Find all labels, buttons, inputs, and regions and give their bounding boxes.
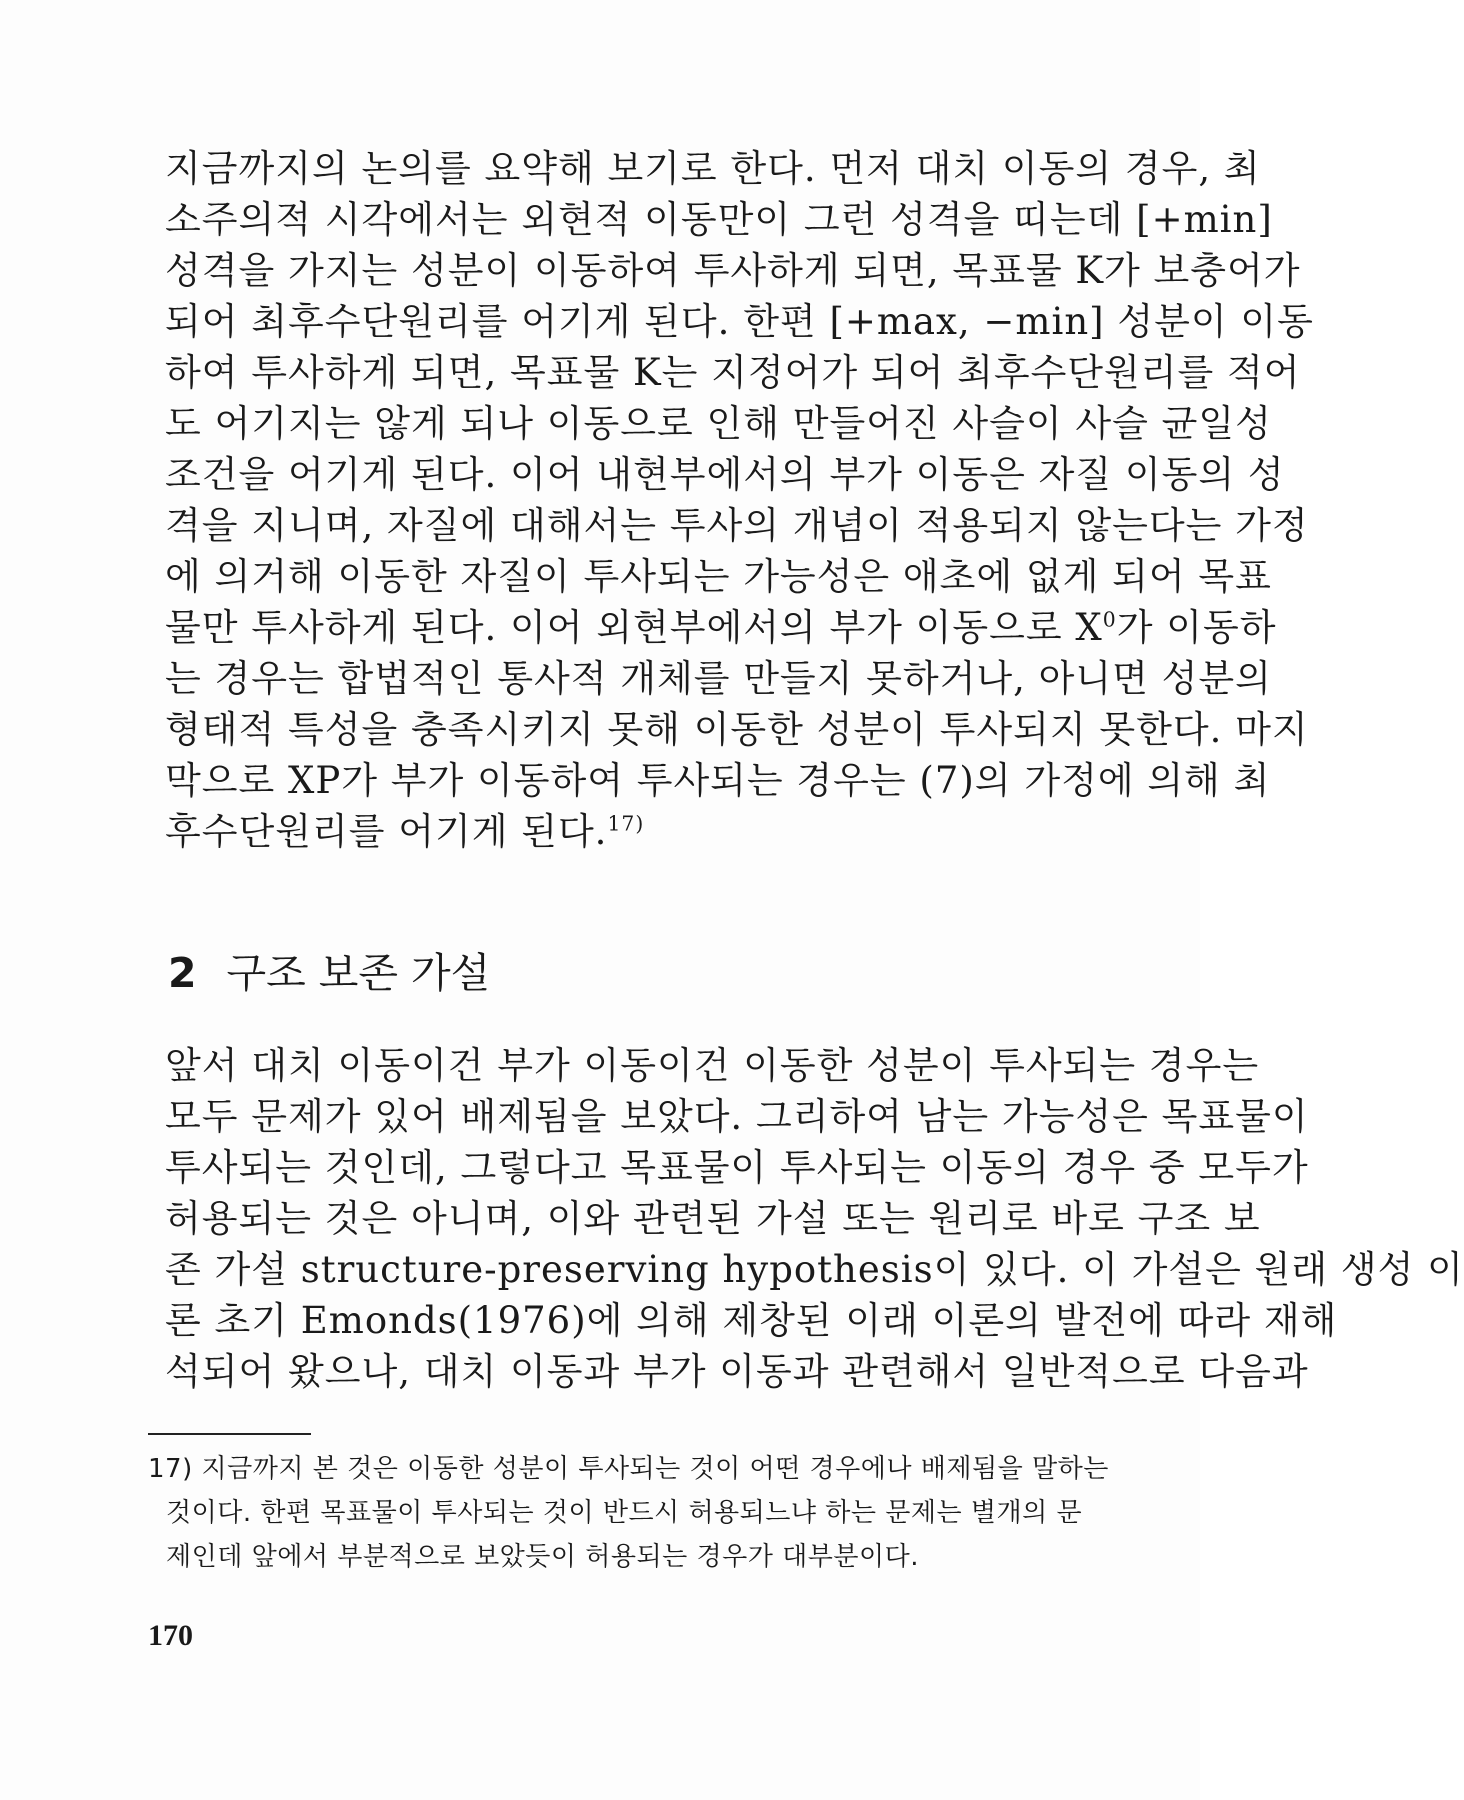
- paragraph-line: 하여 투사하게 되면, 목표물 K는 지정어가 되어 최후수단원리를 적어: [165, 351, 1301, 394]
- paragraph-line: 소주의적 시각에서는 외현적 이동만이 그런 성격을 띠는데 [+min]: [165, 198, 1273, 241]
- paragraph-line: 석되어 왔으나, 대치 이동과 부가 이동과 관련해서 일반적으로 다음과: [165, 1350, 1309, 1393]
- paragraph-line: 투사되는 것인데, 그렇다고 목표물이 투사되는 이동의 경우 중 모두가: [165, 1146, 1309, 1189]
- paragraph-line: 조건을 어기게 된다. 이어 내현부에서의 부가 이동은 자질 이동의 성: [165, 453, 1285, 496]
- superscript-zero: 0: [1102, 607, 1117, 632]
- paragraph-line-text: 후수단원리를 어기게 된다.: [165, 810, 608, 853]
- paragraph-line: 모두 문제가 있어 배제됨을 보았다. 그리하여 남는 가능성은 목표물이: [165, 1095, 1309, 1138]
- body-paragraph-1: [165, 143, 1314, 857]
- paragraph-line: 는 경우는 합법적인 통사적 개체를 만들지 못하거나, 아니면 성분의: [165, 657, 1272, 700]
- body-paragraph-2: [165, 1040, 1464, 1397]
- section-number: 2: [168, 949, 197, 997]
- paragraph-line-tail: 가 이동하: [1116, 606, 1277, 649]
- paragraph-line: 앞서 대치 이동이건 부가 이동이건 이동한 성분이 투사되는 경우는: [165, 1044, 1260, 1087]
- footnote-reference: 17): [607, 811, 645, 836]
- paragraph-line: 에 의거해 이동한 자질이 투사되는 가능성은 애초에 없게 되어 목표: [165, 555, 1272, 598]
- paragraph-line-with-superscript: [165, 602, 1277, 653]
- paragraph-line: 막으로 XP가 부가 이동하여 투사되는 경우는 (7)의 가정에 의해 최: [165, 759, 1271, 802]
- paragraph-line-final: [165, 806, 1045, 857]
- paragraph-line: 격을 지니며, 자질에 대해서는 투사의 개념이 적용되지 않는다는 가정: [165, 504, 1309, 547]
- footnote-line: 것이다. 한편 목표물이 투사되는 것이 반드시 허용되느냐 하는 문제는 별개의 문: [166, 1498, 1083, 1528]
- paragraph-line: 론 초기 Emonds(1976)에 의해 제창된 이래 이론의 발전에 따라 재해: [165, 1299, 1338, 1342]
- paragraph-line: 도 어기지는 않게 되나 이동으로 인해 만들어진 사슬이 사슬 균일성: [165, 402, 1272, 445]
- paragraph-line: 존 가설 structure-preserving hypothesis이 있다. 이 가설은 원래 생성 이: [165, 1248, 1464, 1291]
- footnote-17: [148, 1447, 1109, 1579]
- section-title: 구조 보존 가설: [226, 949, 491, 997]
- paragraph-line: 허용되는 것은 아니며, 이와 관련된 가설 또는 원리로 바로 구조 보: [165, 1197, 1261, 1240]
- paragraph-line: 지금까지의 논의를 요약해 보기로 한다. 먼저 대치 이동의 경우, 최: [165, 147, 1261, 190]
- page-number: 170: [148, 1619, 193, 1652]
- section-heading: [168, 945, 490, 1001]
- footnote-line: 제인데 앞에서 부분적으로 보았듯이 허용되는 경우가 대부분이다.: [166, 1542, 919, 1572]
- footnote-divider: [148, 1433, 311, 1435]
- paragraph-line: 형태적 특성을 충족시키지 못해 이동한 성분이 투사되지 못한다. 마지: [165, 708, 1309, 751]
- footnote-line: 17) 지금까지 본 것은 이동한 성분이 투사되는 것이 어떤 경우에나 배제됨을 말하는: [148, 1454, 1109, 1484]
- paragraph-line: 되어 최후수단원리를 어기게 된다. 한편 [+max, −min] 성분이 이동: [165, 300, 1314, 343]
- paragraph-line-head: 물만 투사하게 된다. 이어 외현부에서의 부가 이동으로 X: [165, 606, 1103, 649]
- paragraph-line: 성격을 가지는 성분이 이동하여 투사하게 되면, 목표물 K가 보충어가: [165, 249, 1301, 292]
